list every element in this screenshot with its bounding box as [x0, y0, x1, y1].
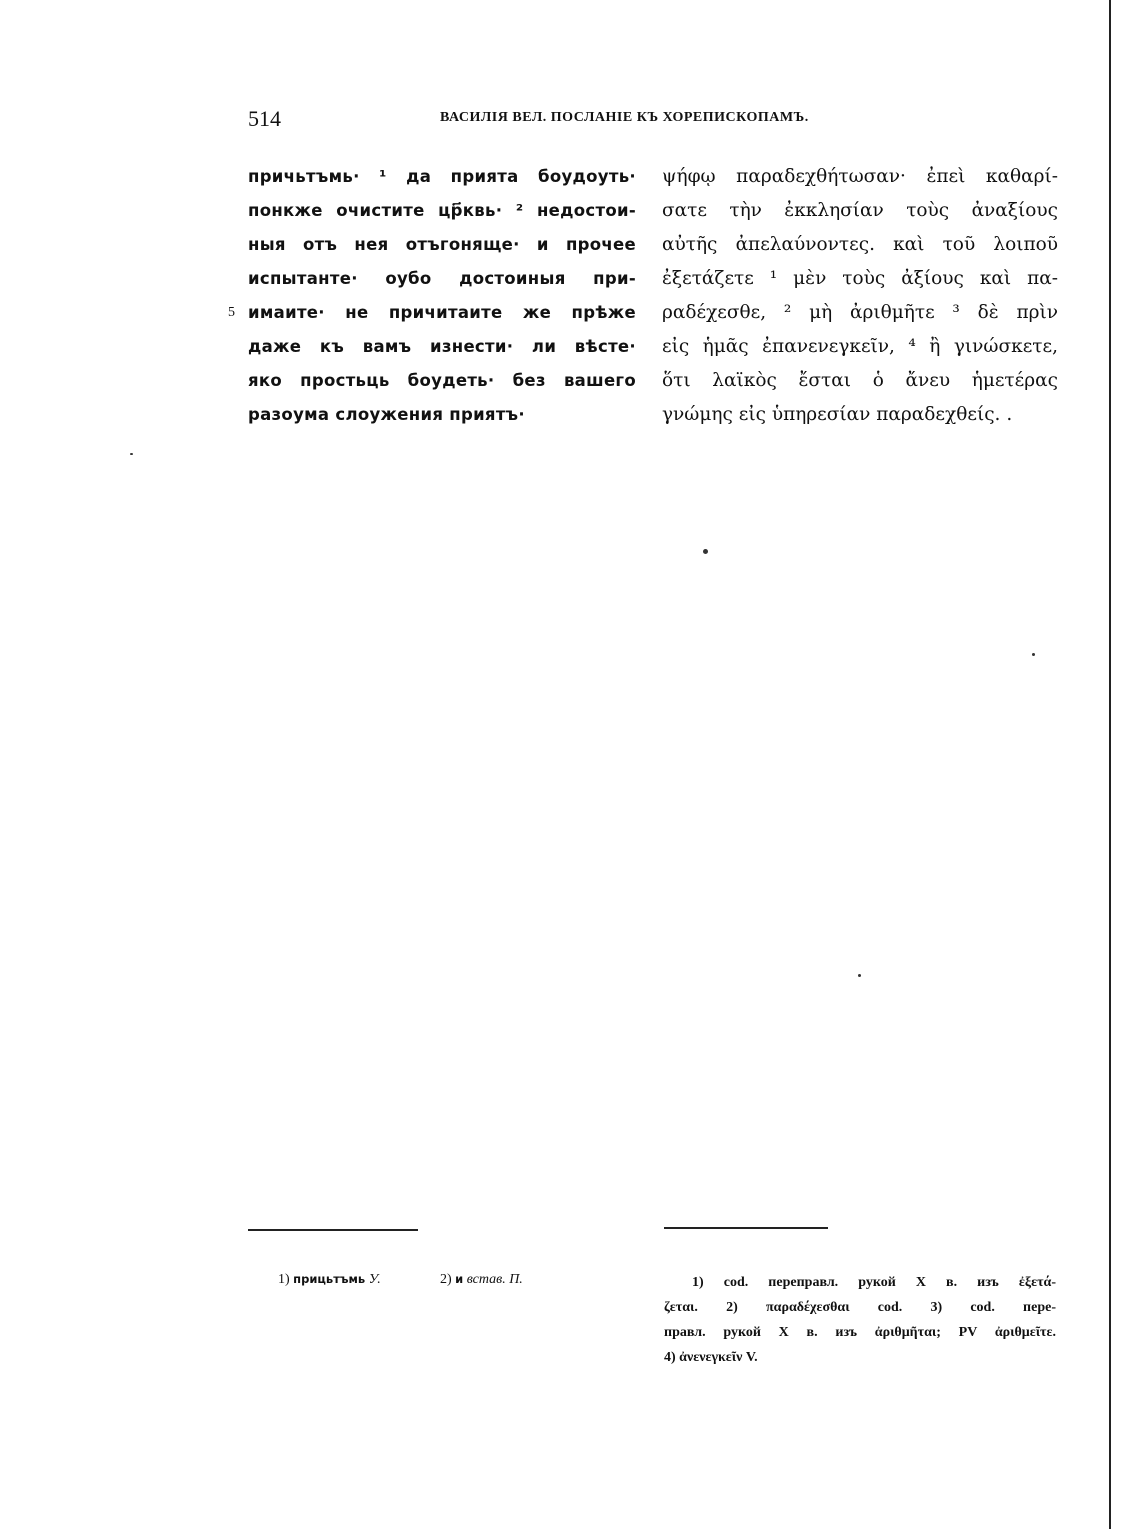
footnote-line: правл. рукой X в. изъ ἀριθμῆται; PV ἀριθμεῖτε.	[664, 1325, 1056, 1340]
footnote-left-1	[278, 1272, 381, 1288]
text-line: причьтъмь· ¹ да прията боудоуть·	[248, 167, 636, 186]
text-line: ὅτι λαϊκὸς ἔσται ὁ ἄνευ ἡμετέρας	[662, 370, 1058, 391]
footnote-number: 1)	[278, 1272, 290, 1287]
footnote-rule	[664, 1227, 828, 1229]
footnote-source: встав. П.	[466, 1272, 523, 1287]
footnote-number: 2)	[440, 1272, 452, 1287]
footnote-text: и	[455, 1272, 464, 1286]
running-head: ВАСИЛІЯ ВЕЛ. ПОСЛАНІЕ КЪ ХОРЕПИСКОПАМЪ.	[440, 110, 809, 125]
footnote-line: 4) ἀνενεγκεῖν V.	[664, 1350, 758, 1365]
line-number-marker: 5	[228, 305, 235, 320]
page-number: 514	[248, 106, 281, 131]
footnotes-right	[664, 1270, 1056, 1370]
scan-speck	[1032, 653, 1035, 656]
text-line: испытанте· оубо достоиныя при-	[248, 269, 636, 288]
text-line: понкже очистите цр҃квь· ² недостои-	[248, 201, 636, 220]
text-line: αὐτῆς ἀπελαύνοντες. καὶ τοῦ λοιποῦ	[662, 234, 1058, 255]
text-line: σατε τὴν ἐκκλησίαν τοὺς ἀναξίους	[662, 200, 1058, 221]
text-line: εἰς ἡμᾶς ἐπανενεγκεῖν, ⁴ ἢ γινώσκετε,	[662, 336, 1058, 357]
slavonic-text-column	[248, 160, 636, 432]
greek-text-column	[662, 160, 1058, 432]
scan-speck	[703, 549, 708, 554]
text-line: ἐξετάζετε ¹ μὲν τοὺς ἀξίους καὶ πα-	[662, 268, 1058, 289]
footnote-source: У.	[368, 1272, 381, 1287]
text-line: ныя отъ нея отъгоняще· и прочее	[248, 235, 636, 254]
page-edge-line	[1109, 0, 1111, 1529]
scan-speck	[130, 453, 133, 455]
scan-speck	[858, 974, 861, 977]
footnote-rule	[248, 1229, 418, 1231]
text-line: ραδέχεσθε, ² μὴ ἀριθμῆτε ³ δὲ πρὶν	[662, 302, 1058, 323]
text-line: разоума слоужения приятъ·	[248, 405, 525, 424]
text-line: γνώμης εἰς ὑπηρεσίαν παραδεχθείς. .	[662, 404, 1013, 425]
text-line: ψήφῳ παραδεχθήτωσαν· ἐπεὶ καθαρί-	[662, 166, 1058, 187]
text-line: яко простьць боудеть· без вашего	[248, 371, 636, 390]
footnote-line: 1) cod. переправл. рукой X в. изъ ἐξετά-	[692, 1275, 1056, 1290]
footnote-text: прицьтъмь	[293, 1272, 366, 1286]
footnote-line: ζεται. 2) παραδέχεσθαι cod. 3) cod. пере-	[664, 1300, 1056, 1315]
footnote-left-2	[440, 1272, 523, 1288]
text-line: даже къ вамъ изнести· ли вѣсте·	[248, 337, 636, 356]
text-line: имаите· не причитаите же прѣже	[248, 303, 636, 322]
